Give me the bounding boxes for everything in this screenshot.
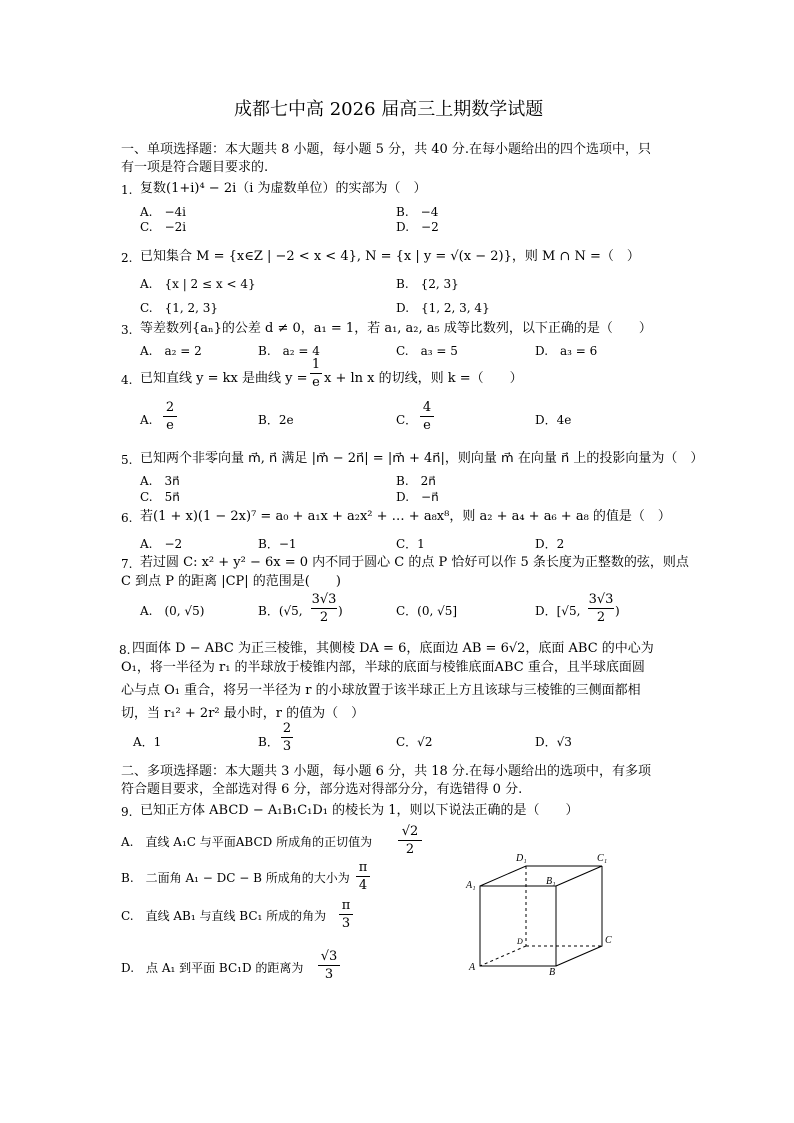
q1-option-b: B. −4 [396,205,439,219]
q1-number: 1. [121,183,133,197]
q7-stem-line2: C 到点 P 的距离 |CP| 的范围是( ) [121,574,341,589]
q4-number: 4. [121,373,133,387]
q7-option-b-close: ) [338,604,343,618]
q4-option-c-num: 4 [422,400,432,415]
q9-option-b-text: B. 二面角 A₁ − DC − B 所成角的大小为 [121,871,350,885]
q9-option-c-text: C. 直线 AB₁ 与直线 BC₁ 所成的角为 [121,909,327,923]
q8-option-c: C．√2 [396,735,433,749]
q8-option-a: A．1 [133,735,162,749]
q7-option-b-fraction [311,592,337,625]
q4-option-a-num: 2 [165,400,175,415]
q4-option-b: B．2e [258,413,294,427]
q2-option-d: D. {1, 2, 3, 4} [396,301,490,315]
q8-option-b-den: 3 [282,739,292,754]
fraction-bar [356,876,370,877]
q4-option-a-den: e [166,418,174,433]
q4-stem-fraction-den: e [312,375,320,390]
q1-option-d: D. −2 [396,220,439,234]
q9-stem: 已知正方体 ABCD − A₁B₁C₁D₁ 的棱长为 1，则以下说法正确的是（ ） [140,803,579,818]
q7-option-d-num: 3√3 [588,592,614,607]
q7-option-b-label: B．(√5, [258,604,303,618]
q3-option-c: C. a₃ = 5 [396,344,458,358]
q9-option-c-den: 3 [341,916,351,931]
q7-option-c: C．(0, √5] [396,604,458,618]
q7-number: 7. [121,557,133,571]
q5-option-b: B. 2n⃗ [396,474,436,488]
q8-line1: 四面体 D − ABC 为正三棱锥，其侧棱 DA = 6，底面边 AB = 6√2，底面 ABC 的中心为 [132,641,654,656]
section2-heading-line1: 二、多项选择题：本大题共 3 小题，每小题 6 分，共 18 分.在每小题给出的选项中，有多项 [121,764,652,779]
q3-option-a: A. a₂ = 2 [140,344,202,358]
q3-stem: 等差数列{aₙ}的公差 d ≠ 0，a₁ = 1，若 a₁, a₂, a₅ 成等比数列，以下正确的是（ ） [140,321,652,336]
cube-label-b1: B₁ [546,876,556,887]
cube-label-b: B [549,967,556,978]
q4-stem-part1: 已知直线 y = kx 是曲线 y = [140,371,308,386]
fraction-bar [318,965,340,966]
q5-number: 5. [121,453,133,467]
q9-option-d-num: √3 [320,949,338,964]
cube-hidden-edge-da [480,946,526,966]
q1-option-a: A. −4i [140,205,187,219]
q3-number: 3. [121,323,133,337]
fraction-bar [339,914,353,915]
q4-stem-fraction-num: 1 [311,357,321,372]
q9-option-a-den: 2 [405,842,415,857]
q6-option-c: C．1 [396,537,425,551]
cube-label-a: A [469,962,476,973]
cube-front-face [480,886,556,966]
cube-label-a1: A₁ [466,880,476,891]
q9-option-d-den: 3 [324,967,334,982]
q9-option-a-text: A. 直线 A₁C 与平面ABCD 所成角的正切值为 [121,835,373,849]
q7-option-d-close: ) [615,604,620,618]
q1-option-c: C. −2i [140,220,187,234]
q2-option-a: A. {x | 2 ≤ x < 4} [140,277,256,291]
q6-option-d: D．2 [535,537,565,551]
q2-stem: 已知集合 M = {x∈Z | −2 < x < 4}, N = {x | y = √(x − 2)}，则 M ∩ N =（ ） [140,249,640,264]
q8-line2: O₁，将一半径为 r₁ 的半球放于棱锥内部，半球的底面与棱锥底面ABC 重合，且半球底面圆 [121,660,645,675]
fraction-bar [311,608,337,609]
cube-label-c1: C₁ [597,853,608,864]
fraction-bar [163,416,177,417]
q9-option-d-text: D. 点 A₁ 到平面 BC₁D 的距离为 [121,961,304,975]
q4-option-c-label: C． [396,413,418,427]
q9-number: 9. [121,805,133,819]
q8-option-b-num: 2 [282,721,292,736]
q5-option-d: D. −n⃗ [396,490,439,504]
section1-heading-line2: 有一项是符合题目要求的. [121,160,269,175]
q7-option-d-label: D．[√5, [535,604,581,618]
q9-option-d-fraction [318,949,340,982]
q5-option-a: A. 3n⃗ [140,474,180,488]
section2-heading-line2: 符合题目要求，全部选对得 6 分，部分选对得部分分，有选错得 0 分. [121,782,523,797]
fraction-bar [281,737,293,738]
cube-label-d1: D₁ [516,853,527,864]
q8-option-b-label: B． [258,735,279,749]
fraction-bar [588,608,614,609]
q9-option-c-fraction [339,898,353,931]
cube-right-edges [556,866,602,966]
fraction-bar [310,373,322,374]
q9-option-c-num: π [341,898,351,913]
q5-option-c: C. 5n⃗ [140,490,180,504]
q9-option-b-num: π [358,860,368,875]
q4-option-a-fraction [163,400,177,433]
q4-stem-fraction [310,357,322,390]
q3-option-b: B. a₂ = 4 [258,344,320,358]
q6-option-a: A. −2 [140,537,183,551]
q2-option-c: C. {1, 2, 3} [140,301,219,315]
q4-option-c-den: e [423,418,431,433]
q7-option-a: A. (0, √5) [140,604,205,618]
q7-option-d-fraction [588,592,614,625]
q8-line4: 切，当 r₁² + 2r² 最小时，r 的值为（ ） [121,706,365,721]
q4-option-c-fraction [420,400,434,433]
q2-number: 2. [121,251,133,265]
q2-option-b: B. {2, 3} [396,277,459,291]
fraction-bar [398,840,422,841]
cube-label-d: D [517,937,523,946]
q7-stem-line1: 若过圆 C: x² + y² − 6x = 0 内不同于圆心 C 的点 P 恰好可以作 5 条长度为正整数的弦，则点 [140,555,689,570]
q8-option-d: D．√3 [535,735,572,749]
q1-stem: 复数(1+i)⁴ − 2i（i 为虚数单位）的实部为（ ） [140,181,427,196]
cube-figure [462,848,622,978]
cube-label-c: C [605,935,612,946]
q6-option-b: B．−1 [258,537,297,551]
q4-option-a-label: A. [140,413,153,427]
page-title: 成都七中高 2026 届高三上期数学试题 [234,99,544,120]
q8-line3: 心与点 O₁ 重合，将另一半径为 r 的小球放置于该半球正上方且该球与三棱锥的三侧面都相 [121,683,641,698]
q8-option-b-fraction [281,721,293,754]
q4-option-d: D．4e [535,413,572,427]
section1-heading-line1: 一、单项选择题：本大题共 8 小题，每小题 5 分，共 40 分.在每小题给出的四个选项中，只 [121,142,652,157]
q9-option-a-num: √2 [401,824,419,839]
q7-option-b-num: 3√3 [311,592,337,607]
cube-top-edges [480,866,602,886]
q7-option-b-den: 2 [319,610,329,625]
q9-option-b-den: 4 [358,878,368,893]
q7-option-d-den: 2 [596,610,606,625]
q3-option-d: D. a₃ = 6 [535,344,598,358]
q8-number: 8. [119,643,131,657]
q5-stem: 已知两个非零向量 m⃗, n⃗ 满足 |m⃗ − 2n⃗| = |m⃗ + 4n⃗|，则向量 m⃗ 在向量 n⃗ 上的投影向量为（ ） [140,451,704,466]
q4-stem-part2: x + ln x 的切线，则 k =（ ） [324,371,523,386]
q9-option-a-fraction [398,824,422,857]
q9-option-b-fraction [356,860,370,893]
q6-stem: 若(1 + x)(1 − 2x)⁷ = a₀ + a₁x + a₂x² + … + a₈x⁸，则 a₂ + a₄ + a₆ + a₈ 的值是（ ） [140,509,671,524]
q6-number: 6. [121,511,133,525]
fraction-bar [420,416,434,417]
